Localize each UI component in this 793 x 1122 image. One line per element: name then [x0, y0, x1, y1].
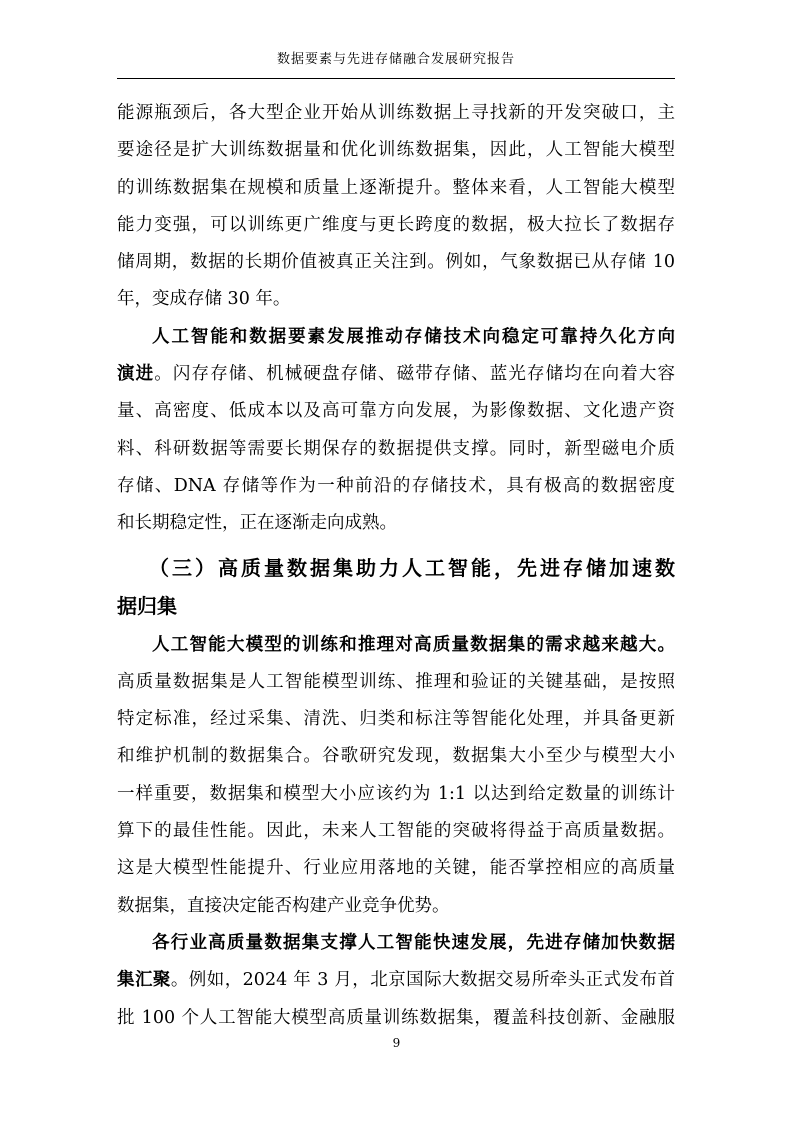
text-run: 和长期稳定性，正在逐渐走向成熟。 [117, 513, 397, 534]
text-run: 特定标准，经过采集、清洗、归类和标注等智能化处理，并具备更新 [117, 709, 675, 730]
text-line [117, 627, 675, 664]
paragraph-block-1 [117, 95, 675, 543]
text-run: 能力变强，可以训练更广维度与更长跨度的数据，极大拉长了数据存 [117, 214, 675, 235]
text-line [117, 738, 675, 775]
text-line [117, 1000, 675, 1037]
text-line [117, 170, 675, 207]
text-run: 储周期，数据的长期价值被真正关注到。例如，气象数据已从存储 10 [117, 252, 675, 273]
paragraph-block-2 [117, 627, 675, 1037]
text-line [117, 244, 675, 281]
text-run: 批 100 个人工智能大模型高质量训练数据集，覆盖科技创新、金融服 [117, 1007, 675, 1028]
bold-text-run: 人工智能和数据要素发展推动存储技术向稳定可靠持久化方向 [152, 326, 675, 347]
text-line [117, 664, 675, 701]
text-line [117, 431, 675, 468]
text-run: 要途径是扩大训练数据量和优化训练数据集，因此，人工智能大模型 [117, 140, 675, 161]
text-run: 存储、DNA 存储等作为一种前沿的存储技术，具有极高的数据密度 [117, 475, 675, 496]
text-line [117, 281, 675, 318]
text-run: 能源瓶颈后，各大型企业开始从训练数据上寻找新的开发突破口，主 [117, 103, 675, 123]
section-heading: （三）高质量数据集助力人工智能，先进存储加速数 [149, 555, 675, 580]
text-run: 一样重要，数据集和模型大小应该约为 1:1 以达到给定数量的训练计 [117, 783, 675, 804]
text-run: 。例如，2024 年 3 月，北京国际大数据交易所牵头正式发布首 [170, 970, 675, 991]
text-line [117, 356, 675, 393]
text-line [117, 850, 675, 887]
header-divider [117, 78, 675, 79]
bold-text-run: 人工智能大模型的训练和推理对高质量数据集的需求越来越大。 [152, 634, 675, 655]
text-line [117, 319, 675, 356]
text-line [117, 207, 675, 244]
text-run: 算下的最佳性能。因此，未来人工智能的突破将得益于高质量数据。 [117, 821, 675, 842]
bold-text-run: 各行业高质量数据集支撑人工智能快速发展，先进存储加快数据 [152, 932, 675, 953]
text-run: 数据集，直接决定能否构建产业竞争优势。 [117, 895, 450, 916]
text-run: 这是大模型性能提升、行业应用落地的关键，能否掌控相应的高质量 [117, 858, 675, 879]
text-run: 料、科研数据等需要长期保存的数据提供支撑。同时，新型磁电介质 [117, 438, 675, 459]
text-line [117, 132, 675, 169]
text-line [117, 813, 675, 850]
text-line [117, 505, 675, 542]
text-line [117, 468, 675, 505]
bold-text-run: 集汇聚 [117, 970, 171, 991]
text-run: 。闪存存储、机械硬盘存储、磁带存储、蓝光存储均在向着大容 [154, 364, 676, 385]
text-line [117, 888, 675, 925]
text-run: 和维护机制的数据集合。谷歌研究发现，数据集大小至少与模型大小 [117, 746, 675, 767]
text-run: 年，变成存储 30 年。 [117, 289, 291, 310]
running-header: 数据要素与先进存储融合发展研究报告 [276, 52, 515, 67]
text-run: 量、高密度、低成本以及高可靠方向发展，为影像数据、文化遗产资 [117, 401, 675, 422]
text-line [117, 95, 675, 132]
text-line [117, 925, 675, 962]
page-body [117, 95, 675, 1037]
bold-text-run: 演进 [117, 364, 155, 385]
text-line [117, 776, 675, 813]
text-line [117, 962, 675, 999]
section-heading-continued: 据归集 [117, 593, 177, 618]
text-run: 高质量数据集是人工智能模型训练、推理和验证的关键基础，是按照 [117, 671, 675, 692]
page-number: 9 [392, 1036, 401, 1050]
text-run: 的训练数据集在规模和质量上逐渐提升。整体来看，人工智能大模型 [117, 177, 675, 198]
text-line [117, 393, 675, 430]
text-line [117, 701, 675, 738]
